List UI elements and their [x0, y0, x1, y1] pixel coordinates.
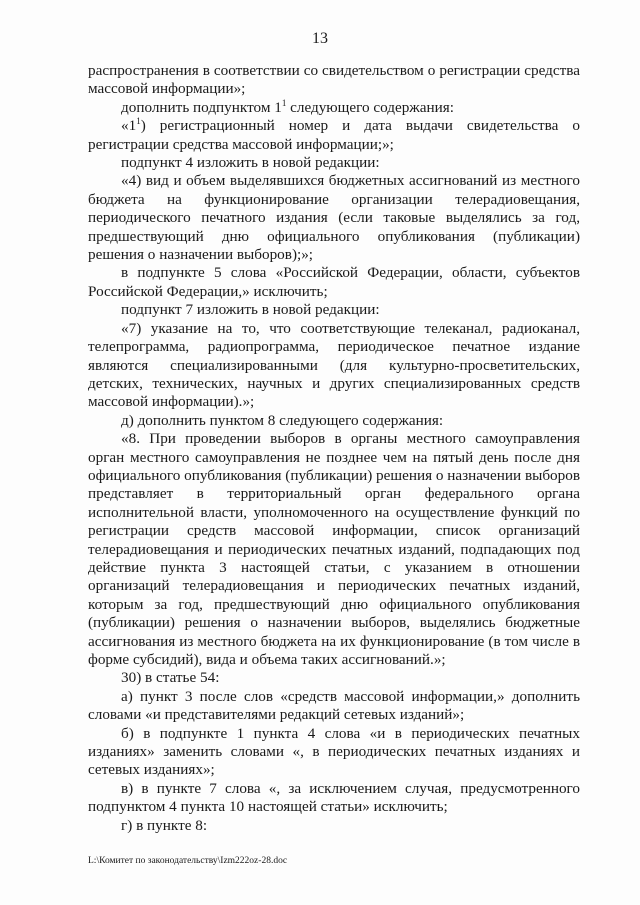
paragraph-text: «1	[121, 117, 137, 135]
file-path-footer: L:\Комитет по законодательству\Izm222oz-28.doc	[88, 856, 288, 866]
paragraph: г) в пункте 8:	[121, 816, 208, 834]
paragraph: «8. При проведении выборов в органы местного самоуправления орган местного самоуправления не позднее чем на пятый день после дня официального опубликования (публикации) решения о назначении выборов представляет в территориальный орган федерального органа исполнительной власти, уполномоченного на осуществление функций по регистрации средств массовой информации, список организаций телерадиовещания и периодических печатных изданий, подпадающих под действие пункта 3 настоящей статьи, с указанием в отношении организаций телерадиовещания и периодических печатных изданий, которым за год, предшествующий дню официального опубликования (публикации) решения о назначении выборов, выделялись бюджетные ассигнования из местного бюджета на их функционирование (в том числе в форме субсидий), вида и объема таких ассигнований.»;	[88, 430, 580, 668]
paragraph: «7) указание на то, что соответствующие телеканал, радиоканал, телепрограмма, радиопрограмма, периодическое печатное издание являются специализированными (для культурно-просветительских, детских, технических, научных и других специализированных средств массовой информации).»;	[88, 319, 580, 411]
paragraph: б) в подпункте 1 пункта 4 слова «и в периодических печатных изданиях» заменить словами «, в периодических печатных изданиях и сетевых изданиях»;	[88, 724, 580, 779]
paragraph: а) пункт 3 после слов «средств массовой информации,» дополнить словами «и представителями редакций сетевых изданий»;	[88, 687, 580, 724]
paragraph: подпункт 4 изложить в новой редакции:	[121, 154, 380, 172]
paragraph: д) дополнить пунктом 8 следующего содержания:	[121, 411, 444, 429]
paragraph-text: следующего содержания:	[286, 98, 454, 116]
superscript: 1	[136, 116, 141, 127]
paragraph: подпункт 7 изложить в новой редакции:	[121, 301, 380, 319]
paragraph: распространения в соответствии со свидетельством о регистрации средства массовой информации»;	[88, 62, 580, 98]
paragraph	[88, 117, 580, 154]
paragraph-text: ) регистрационный номер и дата выдачи свидетельства о регистрации средства массовой информации;»;	[88, 117, 580, 153]
superscript: 1	[281, 97, 287, 108]
paragraph: в) в пункте 7 слова «, за исключением случая, предусмотренного подпунктом 4 пункта 10 настоящей статьи» исключить;	[88, 779, 580, 816]
paragraph: «4) вид и объем выделявшихся бюджетных ассигнований из местного бюджета на функционирование организации телерадиовещания, периодического печатного издания (если таковые выделялись за год, предшествующий дню официального опубликования (публикации) решения о назначении выборов);»;	[88, 172, 580, 264]
paragraph-text: дополнить подпунктом 1	[121, 98, 282, 116]
page-number: 13	[312, 30, 328, 47]
paragraph	[88, 99, 580, 117]
paragraph: в подпункте 5 слова «Российской Федерации, области, субъектов Российской Федерации,» исключить;	[88, 264, 580, 300]
paragraph: 30) в статье 54:	[121, 669, 220, 687]
document-body	[88, 62, 580, 835]
